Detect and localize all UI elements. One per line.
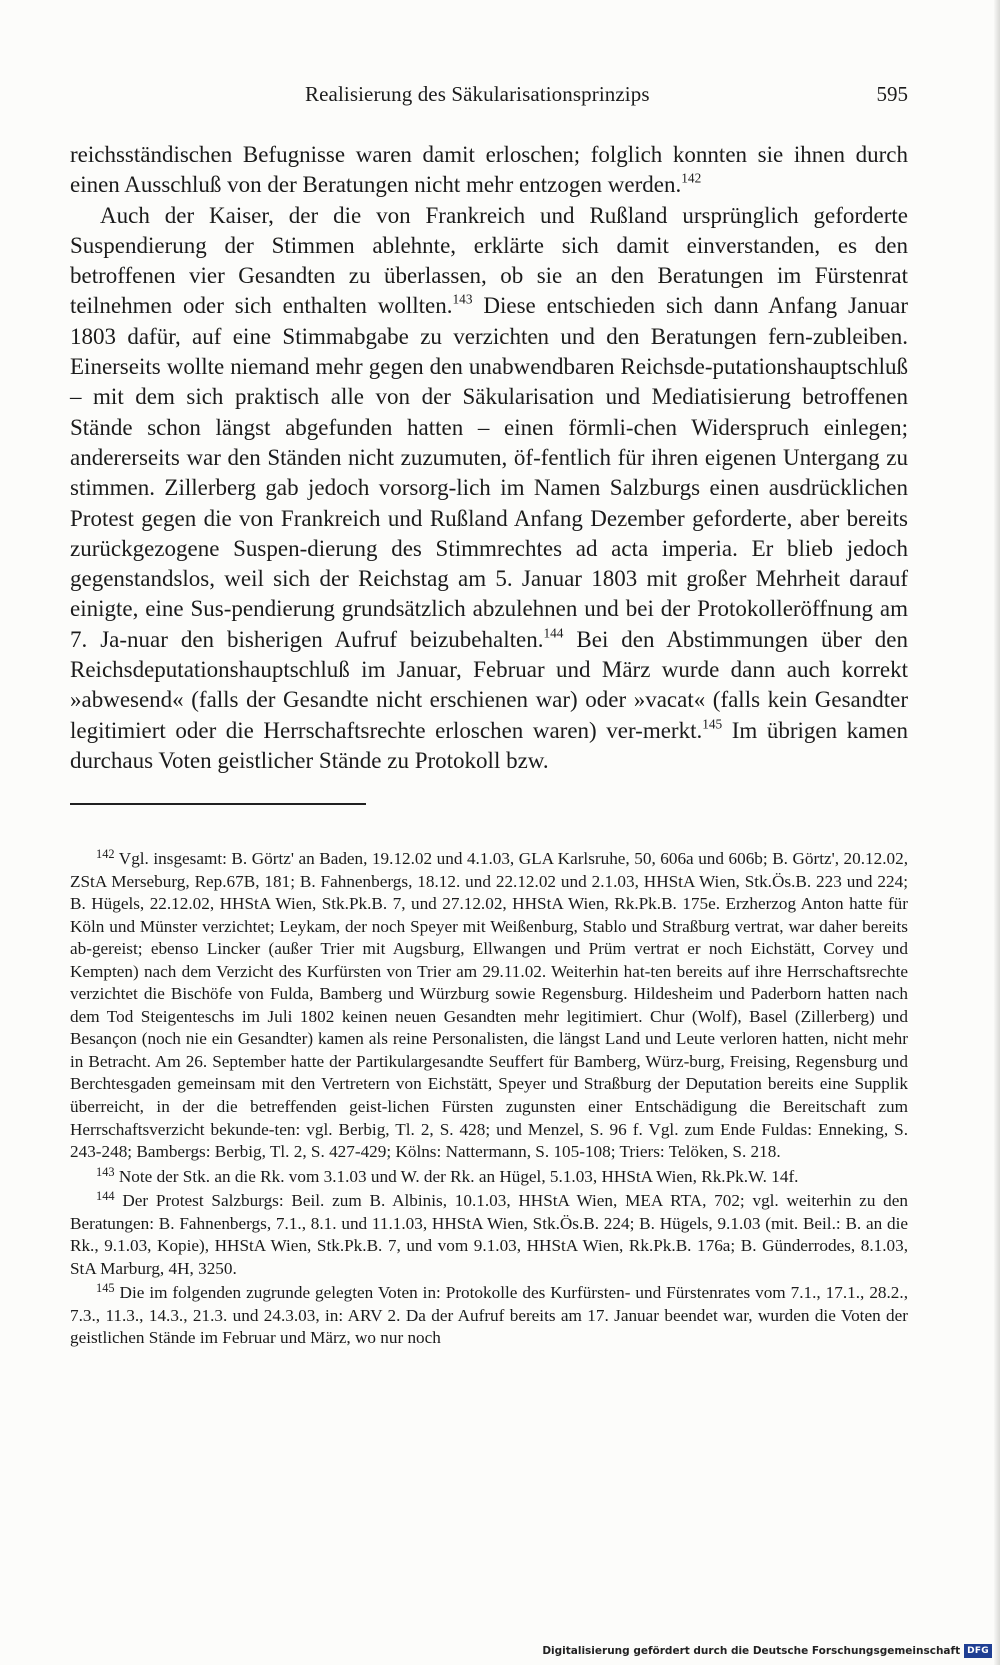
footnote-144 (70, 1190, 908, 1280)
footnote-ref-143: 143 (452, 291, 473, 307)
page-number: 595 (876, 82, 908, 106)
footnote-145 (70, 1282, 908, 1350)
footnote-text: Der Protest Salzburgs: Beil. zum B. Albinis, 10.1.03, HHStA Wien, MEA RTA, 702; vgl. weiterhin zu den Beratungen: B. Fahnenbergs, 7.1., 8.1. und 11.1.03, HHStA Wien, Stk.Ös.B. 224; B. Hügels, 9.1.03 (mit. Beil.: B. an die Rk., 9.1.03, Kopie), HHStA Wien, Stk.Pk.B. 7, und vom 9.1.03, HHStA Wien, Rk.Pk.B. 176a; B. Günderrodes, 8.1.03, StA Marburg, 4H, 3250. (70, 1191, 908, 1278)
digitization-footer (542, 1643, 992, 1659)
footnote-ref-142: 142 (681, 170, 702, 186)
footnote-ref-144: 144 (543, 625, 564, 641)
footnote-number: 143 (96, 1164, 115, 1179)
paragraph-2-part-4: Im übrigen kamen durchaus Voten geistlicher Stände zu Protokoll bzw. (70, 717, 908, 773)
paragraph-2-part-3: Bei den Abstimmungen über den Reichsdeputationshauptschluß im Januar, Februar und März wurde dann auch korrekt »abwesend« (falls der Gesandte nicht erschienen war) oder »vacat« (falls kein Gesandter legitimiert oder die Herrschaftsrechte erloschen waren) ver-merkt. (70, 626, 908, 743)
paragraph-2 (70, 201, 908, 777)
paragraph-1 (70, 140, 908, 201)
dfg-logo: DFG (964, 1644, 992, 1658)
page-edge-shadow (994, 0, 1000, 1665)
main-text (70, 140, 908, 776)
running-title: Realisierung des Säkularisationsprinzips (305, 82, 650, 106)
footnote-143 (70, 1166, 908, 1189)
footnote-separator (70, 803, 366, 805)
footnote-text: Die im folgenden zugrunde gelegten Voten in: Protokolle des Kurfürsten- und Fürstenrates vom 7.1., 17.1., 28.2., 7.3., 11.3., 14.3., 21.3. und 24.3.03, in: ARV 2. Da der Aufruf bereits am 17. Januar beendet war, wurden die Voten der geistlichen Stände im Februar und März, wo nur noch (70, 1283, 908, 1348)
paragraph-2-part-1: Auch der Kaiser, der die von Frankreich und Rußland ursprünglich geforderte Suspendierung der Stimmen ablehnte, erklärte sich damit einverstanden, es den betroffenen vier Gesandten zu überlassen, ob sie an den Beratungen im Fürstenrat teilnehmen oder sich enthalten wollten. (70, 202, 908, 319)
running-header (70, 82, 908, 112)
footnote-number: 145 (96, 1281, 115, 1296)
paragraph-2-part-2: Diese entschieden sich dann Anfang Januar 1803 dafür, auf eine Stimmabgabe zu verzichten und den Beratungen fern-zubleiben. Einerseits wollte niemand mehr gegen den unabwendbaren Reichsde-putationshauptschluß – mit dem sich praktisch alle von der Säkularisation und Mediatisierung betroffenen Stände schon längst abgefunden hatten – einen förmli-chen Widerspruch einlegen; andererseits war den Ständen nicht zuzumuten, öf-fentlich für ihren eigenen Untergang zu stimmen. Zillerberg gab jedoch vorsorg-lich im Namen Salzburgs einen ausdrücklichen Protest gegen die von Frankreich und Rußland Anfang Dezember geforderte, aber bereits zurückgezogene Suspen-dierung des Stimmrechtes ad acta imperia. Er blieb jedoch gegenstandslos, weil sich der Reichstag am 5. Januar 1803 mit großer Mehrheit darauf einigte, eine Sus-pendierung grundsätzlich abzulehnen und bei der Protokolleröffnung am 7. Ja-nuar den bisherigen Aufruf beizubehalten. (70, 293, 908, 652)
footnotes (70, 848, 908, 1350)
funding-credit: Digitalisierung gefördert durch die Deutsche Forschungsgemeinschaft (542, 1645, 961, 1657)
footnote-ref-145: 145 (702, 716, 723, 732)
footnote-number: 142 (96, 846, 115, 861)
footnote-142 (70, 848, 908, 1164)
footnote-text: Note der Stk. an die Rk. vom 3.1.03 und W. der Rk. an Hügel, 5.1.03, HHStA Wien, Rk.Pk.W. 14f. (114, 1166, 799, 1186)
footnote-number: 144 (96, 1189, 115, 1204)
paragraph-1-text: reichsständischen Befugnisse waren damit erloschen; folglich konnten sie ihnen durch einen Ausschluß von der Beratungen nicht mehr entzogen werden. (70, 142, 908, 198)
footnote-text: Vgl. insgesamt: B. Görtz' an Baden, 19.12.02 und 4.1.03, GLA Karlsruhe, 50, 606a und 606b; B. Görtz', 20.12.02, ZStA Merseburg, Rep.67B, 181; B. Fahnenbergs, 18.12. und 22.12.02 und 2.1.03, HHStA Wien, Stk.Ös.B. 223 und 224; B. Hügels, 22.12.02, HHStA Wien, Stk.Pk.B. 7, und 27.12.02, HHStA Wien, Rk.Pk.B. 175e. Erzherzog Anton hatte für Köln und Münster verzichtet; Leykam, der noch Speyer mit Weißenburg, Stablo und Straßburg vertrat, war daher bereits ab-gereist; ebenso Lincker (außer Trier mit Augsburg, Ellwangen und Prüm vertrat er noch Eichstätt, Corvey und Kempten) nach dem Verzicht des Kurfürsten von Trier am 29.11.02. Weiterhin hat-ten bereits auf ihre Herrschaftsrechte verzichtet die Bischöfe von Fulda, Bamberg und Würzburg sowie Regensburg. Hildesheim und Paderborn hatten nach dem Tod Steigenteschs im Juli 1802 keinen neuen Gesandten mehr legitimiert. Chur (Wolf), Basel (Zillerberg) und Besançon (noch nie ein Gesandter) kamen als reine Personalisten, die längst Land und Leute verloren hatten, nicht mehr in Betracht. Am 26. September hatte der Partikulargesandte Seuffert für Bamberg, Würz-burg, Freising, Regensburg und Berchtesgaden gemeinsam mit den Vertretern von Eichstätt, Speyer und Straßburg der Deputation bereits eine Supplik überreicht, in der die betreffenden geist-lichen Fürsten zugunsten einer Entschädigung die Bereitschaft zum Herrschaftsverzicht bekunde-ten: vgl. Berbig, Tl. 2, S. 428; und Menzel, S. 96 f. Vgl. zum Ende Fuldas: Enneking, S. 243-248; Bambergs: Berbig, Tl. 2, S. 427-429; Kölns: Nattermann, S. 105-108; Triers: Telöken, S. 218. (70, 849, 908, 1162)
